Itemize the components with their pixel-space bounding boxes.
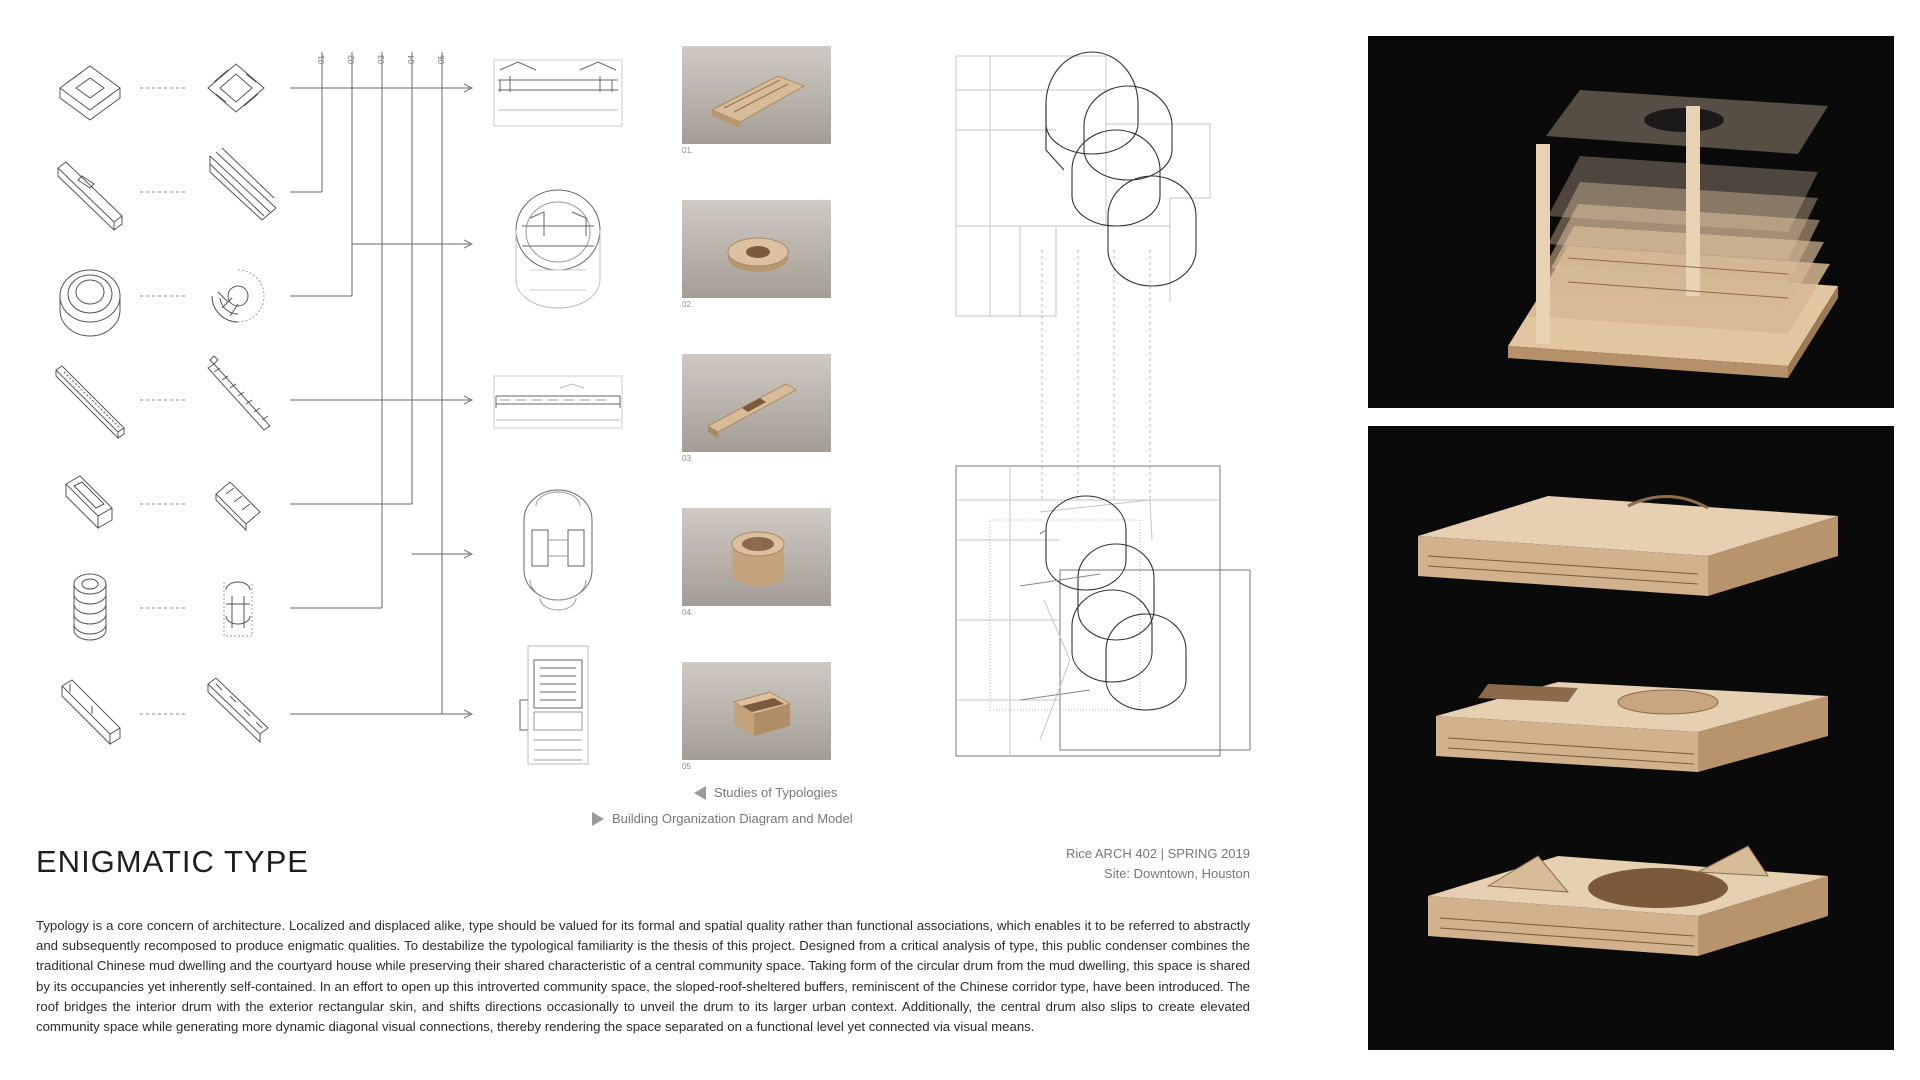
triangle-left-icon — [694, 786, 706, 800]
model-label-4: 04. — [682, 608, 694, 617]
type-icon-1 — [60, 66, 120, 120]
column-label-2: 02 — [347, 55, 356, 64]
type-plan-icon-1 — [208, 64, 264, 112]
model-photo-3 — [682, 354, 831, 452]
section-1 — [494, 60, 622, 126]
model-photo-2 — [682, 200, 831, 298]
type-icon-4 — [56, 366, 124, 438]
section-5 — [520, 646, 588, 764]
type-plan-icon-5 — [216, 482, 260, 530]
model-photo-exploded — [1368, 426, 1894, 1050]
model-label-3: 03. — [682, 454, 694, 463]
legend-studies — [694, 785, 837, 800]
type-plan-icon-3 — [212, 270, 264, 322]
leader-lines — [290, 88, 442, 714]
legend-organization-label: Building Organization Diagram and Model — [612, 811, 853, 826]
type-icon-6 — [74, 574, 106, 640]
legend-studies-label: Studies of Typologies — [714, 785, 838, 800]
section-4 — [524, 490, 592, 610]
column-label-5: 05 — [437, 55, 446, 64]
model-photo-1 — [682, 46, 831, 144]
type-icon-5 — [66, 476, 112, 528]
model-label-1: 01. — [682, 146, 694, 155]
type-icon-7 — [62, 680, 120, 744]
section-2 — [516, 190, 600, 308]
triangle-right-icon — [592, 812, 604, 826]
type-icon-3 — [60, 270, 120, 336]
page-title: ENIGMATIC TYPE — [36, 844, 309, 879]
course-info — [1066, 844, 1250, 884]
project-description: Typology is a core concern of architecture. Localized and displaced alike, type should be valued for its formal and spatial quality rather than functional associations, which enables it to be referred to abstractly and subsequently recomposed to produce enigmatic qualities. To destabilize the typological familiarity is the thesis of this project. Designed from a critical analysis of type, this public condenser combines the traditional Chinese mud dwelling and the courtyard house while preserving their shared characteristic of a central community space. Taking form of the circular drum from the mud dwelling, this space is shared by its occupancies yet inherently self-contained. In an effort to open up this introverted community space, the sloped-roof-sheltered buffers, reminiscent of the Chinese corridor type, have been introduced. The roof bridges the interior drum with the exterior rectangular skin, and shifts directions occasionally to unveil the drum to its larger urban context. Additionally, the central drum also slips to create elevated community space while generating more dynamic diagonal visual connections, thereby rendering the space separated on a functional level yet connected via visual means. — [36, 918, 1250, 1035]
column-label-4: 04 — [407, 55, 416, 64]
type-plan-icon-7 — [208, 678, 268, 742]
section-3 — [494, 376, 622, 428]
model-photo-4 — [682, 508, 831, 606]
legend-organization — [592, 811, 853, 826]
type-plan-icon-4 — [208, 356, 270, 430]
organization-diagram — [956, 52, 1250, 756]
course-label: Rice ARCH 402 | SPRING 2019 — [1065, 846, 1250, 861]
column-label-3: 03 — [377, 55, 386, 64]
feed-lines — [322, 88, 470, 714]
type-icon-2 — [58, 162, 122, 230]
feed-arrows — [464, 84, 472, 718]
model-photo-5 — [682, 662, 831, 760]
type-plan-icon-6 — [224, 582, 252, 636]
icon-connectors — [140, 88, 186, 714]
column-labels — [317, 55, 446, 64]
model-label-5: 05 — [682, 762, 691, 771]
column-label-1: 01 — [317, 55, 326, 64]
bus-lines — [322, 52, 442, 714]
type-plan-icon-2 — [210, 148, 276, 220]
site-label: Site: Downtown, Houston — [1104, 866, 1250, 881]
model-label-2: 02. — [682, 300, 694, 309]
model-photo-top — [1368, 36, 1894, 408]
